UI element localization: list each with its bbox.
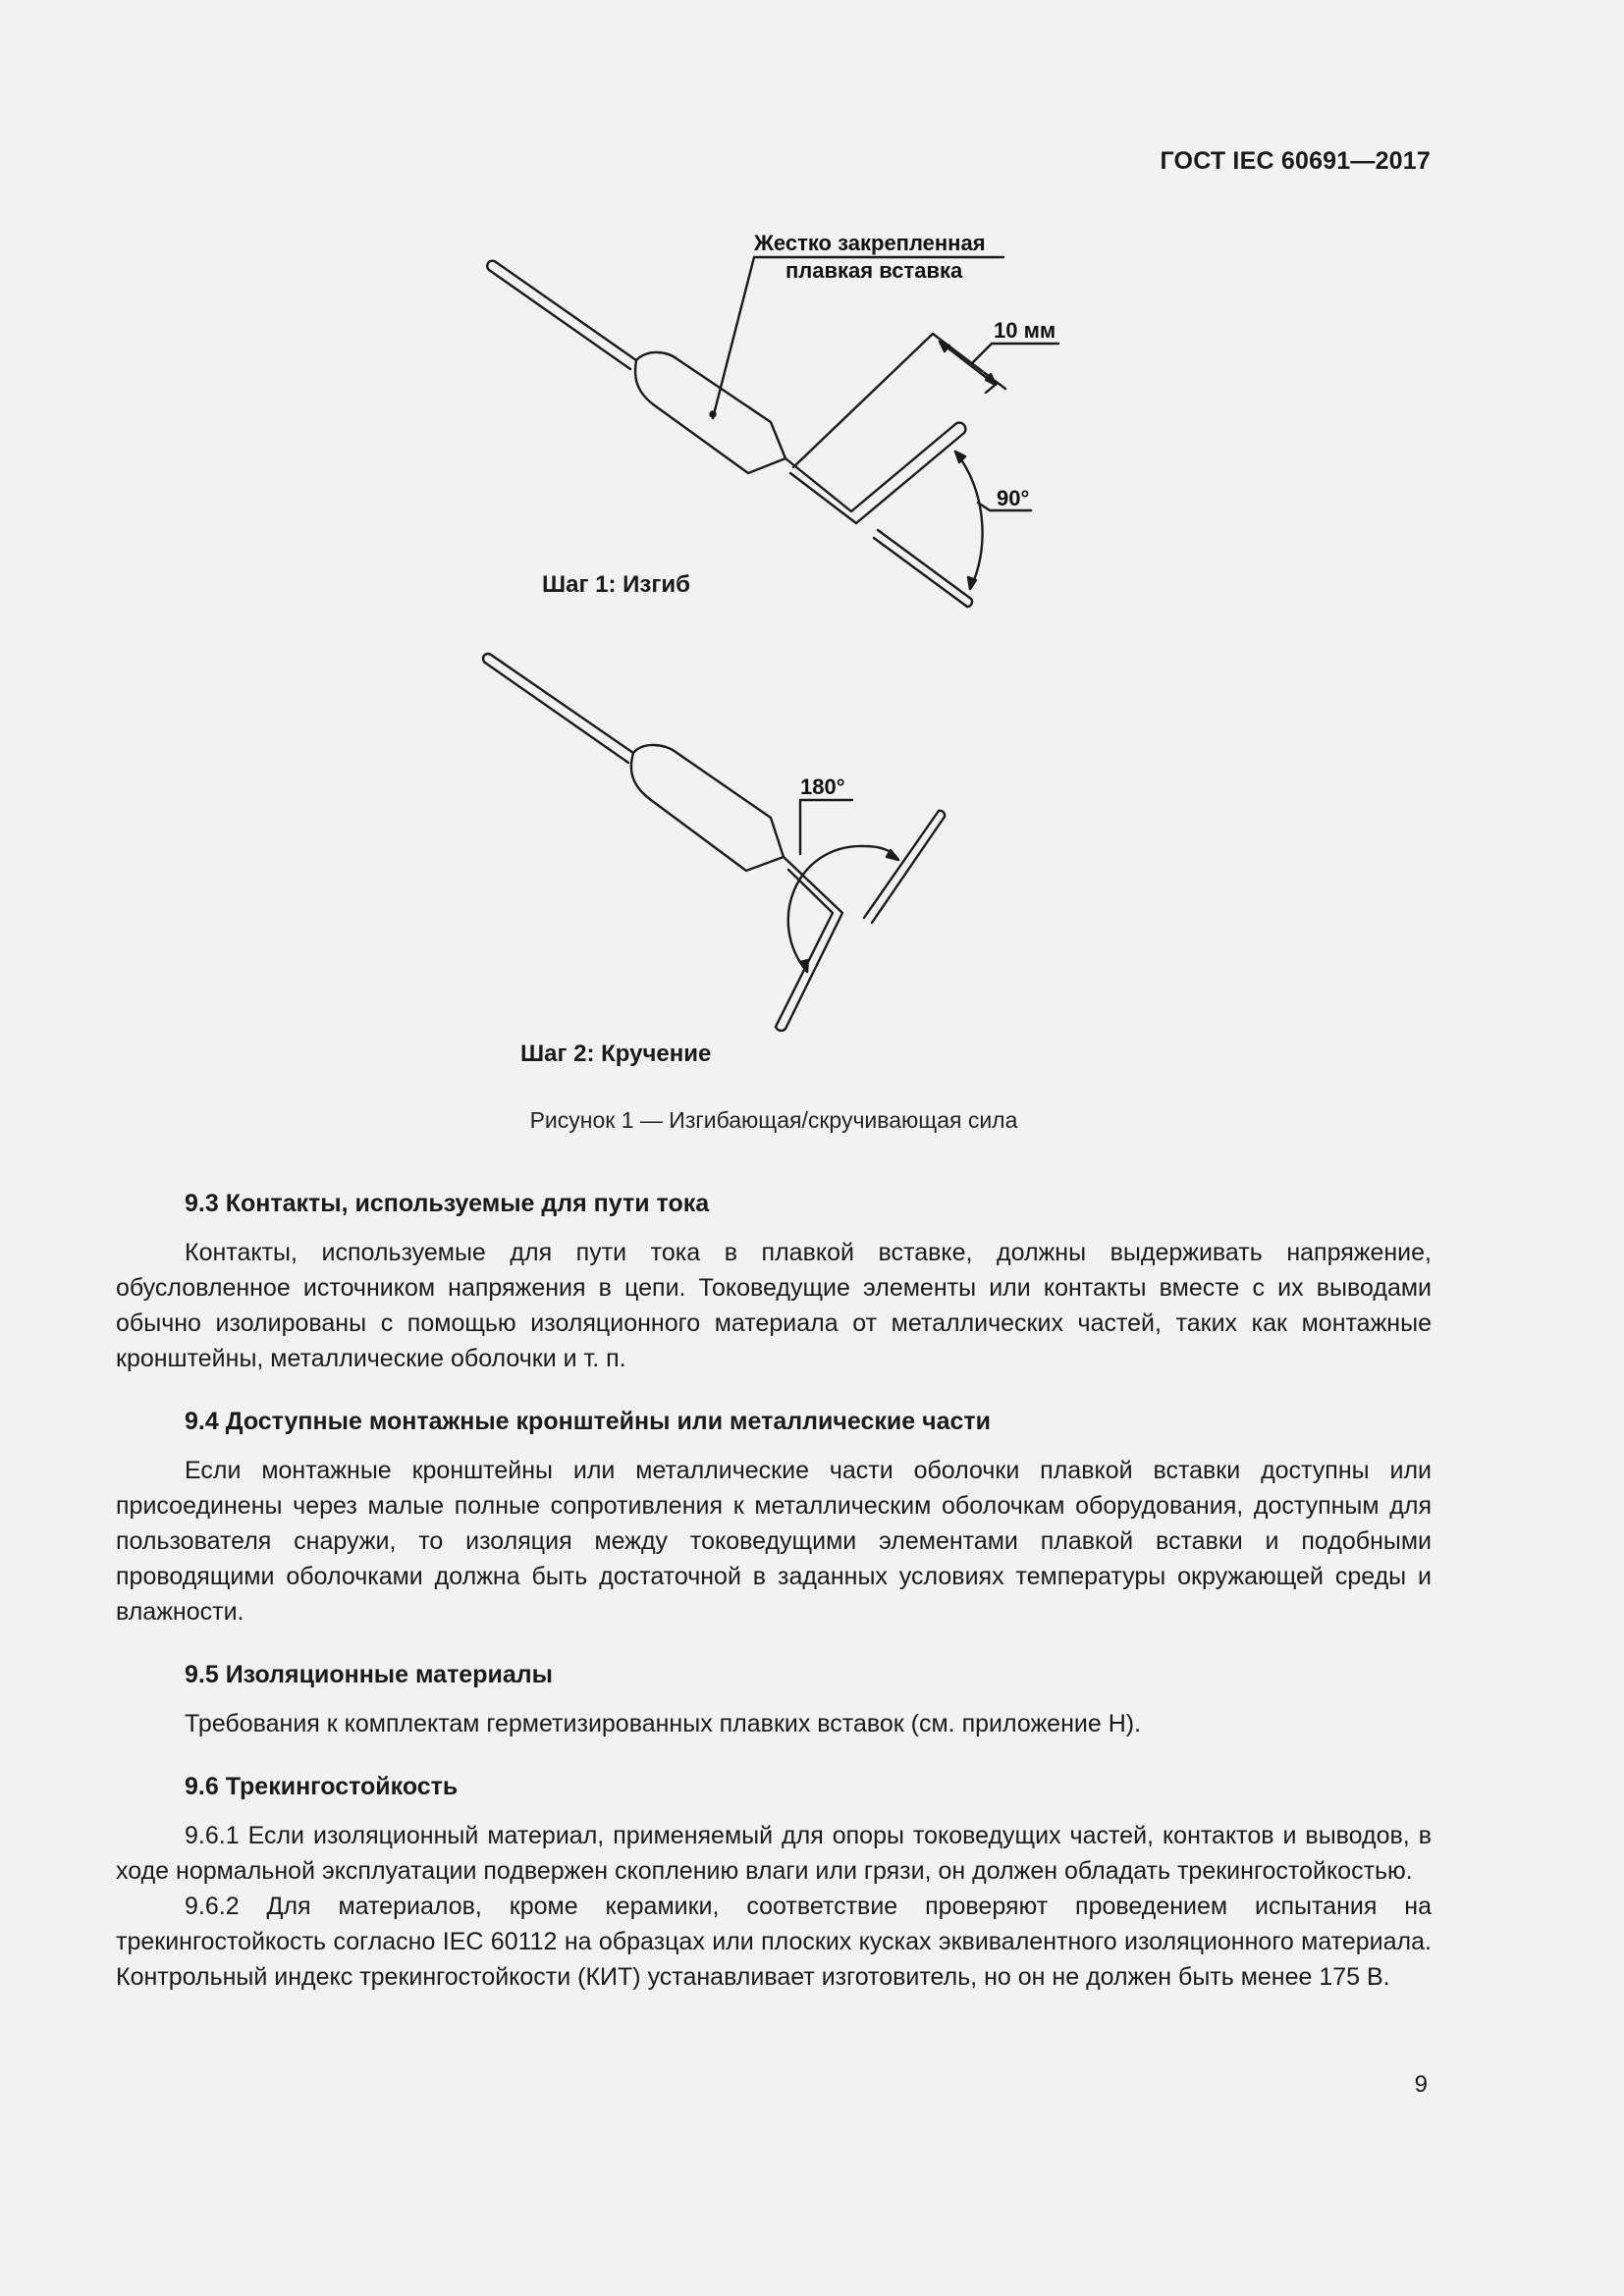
angle-180-label: 180° [800,774,845,799]
paragraph: 9.6.2 Для материалов, кроме керамики, соответствие проверяют проведением испытания на трекингостойкость согласно IEC 60112 на образцах или плоских кусках эквивалентного изоляционного материала. Контрольный индекс трекингостойкости (КИТ) устанавливает изготовитель, но он не должен быть менее 175 В. [116,1893,1432,1991]
section-9-4 [116,1404,1432,1629]
page-number: 9 [1414,2071,1428,2098]
document-id-header: ГОСТ IEC 60691—2017 [1160,147,1431,175]
section-9-3 [116,1186,1432,1376]
step2-fuse-drawing [483,654,945,1031]
figure-bend-twist [0,211,1624,1095]
paragraph: Контакты, используемые для пути тока в плавкой вставке, должны выдерживать напряжение, обусловленное источником напряжения в цепи. Токоведущие элементы или контакты вместе с их выводами обычно изолированы с помощью изоляционного материала от металлических частей, таких как монтажные кронштейны, металлические оболочки и т. п. [116,1239,1432,1372]
angle-90-label: 90° [997,486,1030,510]
section-title: 9.5 Изоляционные материалы [185,1661,553,1688]
step2-label: Шаг 2: Кручение [520,1041,712,1067]
document-body [116,1186,1432,2008]
fixed-fuse-label-line1: Жестко закрепленная [754,231,986,255]
section-title: 9.6 Трекингостойкость [185,1773,459,1800]
step1-fuse-drawing [487,261,982,607]
paragraph: Если монтажные кронштейны или металлические части оболочки плавкой вставки доступны или присоединены через малые полные сопротивления к металлическим оболочкам оборудования, доступным для пользователя снаружи, то изоляция между токоведущими элементами плавкой вставки и подобными проводящими оболочками должна быть достаточной в заданных условиях температуры окружающей среды и влажности. [116,1457,1432,1626]
paragraph: 9.6.1 Если изоляционный материал, применяемый для опоры токоведущих частей, контактов и выводов, в ходе нормальной эксплуатации подвержен скоплению влаги или грязи, он должен обладать трекингостойкостью. [116,1822,1432,1885]
section-9-6 [116,1769,1432,1995]
figure-drawing [0,211,1624,1095]
paragraph: Требования к комплектам герметизированных плавких вставок (см. приложение Н). [185,1710,1142,1737]
dimension-10mm-label: 10 мм [994,318,1056,343]
section-title: 9.3 Контакты, используемые для пути тока [185,1190,710,1217]
figure-caption: Рисунок 1 — Изгибающая/скручивающая сила [529,1107,1018,1133]
section-title: 9.4 Доступные монтажные кронштейны или металлические части [185,1408,992,1435]
step1-label: Шаг 1: Изгиб [542,571,690,598]
fixed-fuse-label-line2: плавкая вставка [785,258,963,283]
section-9-5 [116,1657,1432,1741]
